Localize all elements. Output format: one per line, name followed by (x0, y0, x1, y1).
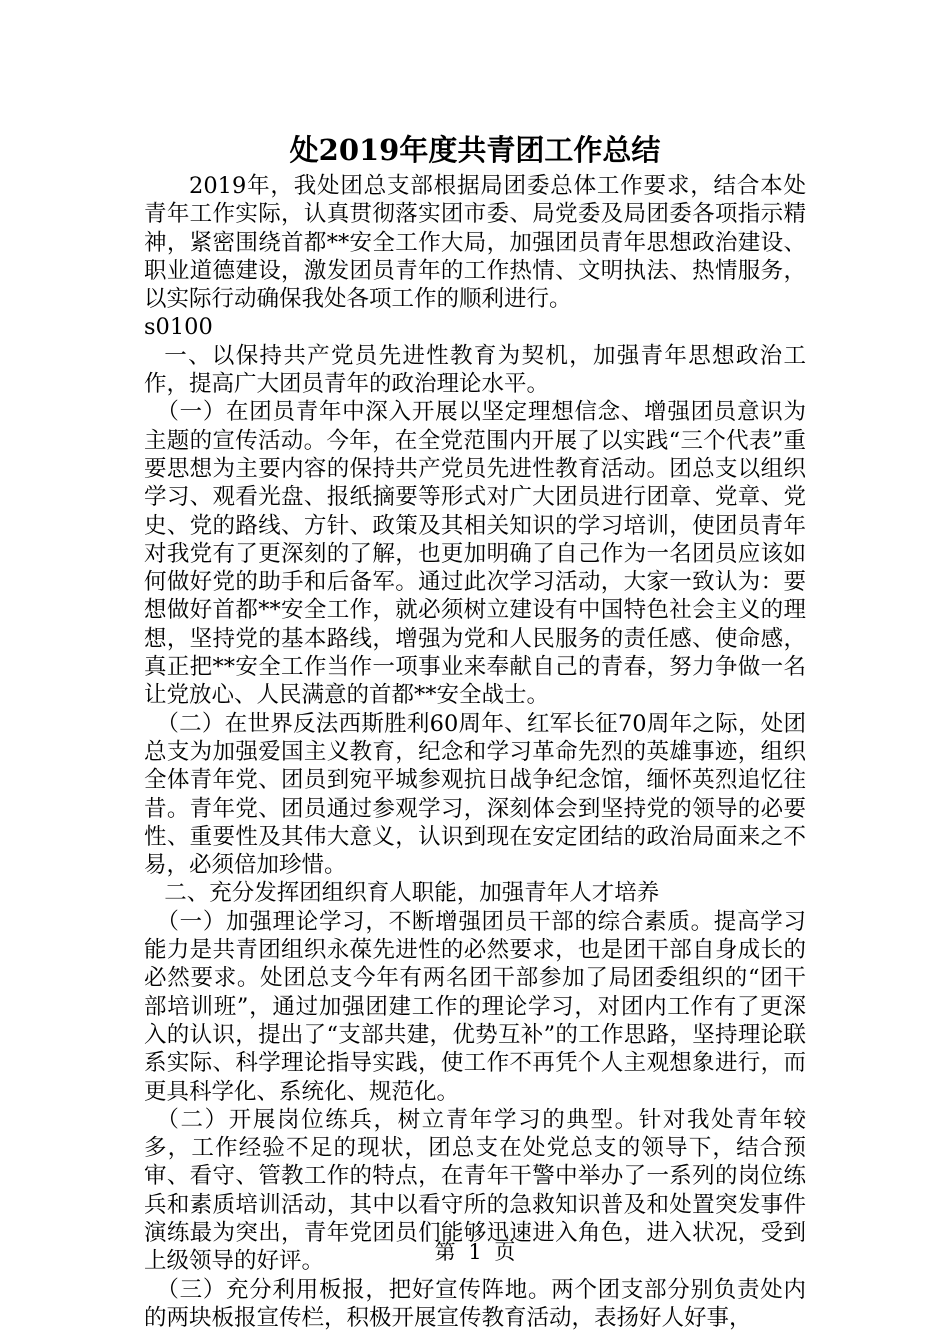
paragraph-1-2: （二）在世界反法西斯胜利60周年、红军长征70周年之际，处团总支为加强爱国主义教育，纪念和学习革命先烈的英雄事迹，组织全体青年党、团员到宛平城参观抗日战争纪念馆，缅怀英烈追忆往昔。青年党、团员通过参观学习，深刻体会到坚持党的领导的必要性、重要性及其伟大意义，认识到现在安定团结的政治局面来之不易，必须倍加珍惜。 (144, 710, 806, 879)
paragraph-2-2: （二）开展岗位练兵，树立青年学习的典型。针对我处青年较多，工作经验不足的现状，团总支在处党总支的领导下，结合预审、看守、管教工作的特点，在青年干警中举办了一系列的岗位练兵和素质培训活动，其中以看守所的急救知识普及和处置突发事件演练最为突出，青年党团员们能够迅速进入角色，进入状况，受到上级领导的好评。 (144, 1106, 806, 1275)
heading-section-2: 二、充分发挥团组织育人职能，加强青年人才培养 (164, 880, 660, 907)
paragraph-code: s0100 (144, 314, 213, 341)
paragraph-2-3: （三）充分利用板报，把好宣传阵地。两个团支部分别负责处内的两块板报宣传栏，积极开展宣传教育活动，表扬好人好事， (144, 1276, 806, 1331)
paragraph-2-1: （一）加强理论学习，不断增强团员干部的综合素质。提高学习能力是共青团组织永葆先进性的必然要求，也是团干部自身成长的必然要求。处团总支今年有两名团干部参加了局团委组织的“团干部培训班”，通过加强团建工作的理论学习，对团内工作有了更深入的认识，提出了“支部共建，优势互补”的工作思路，坚持理论联系实际、科学理论指导实践，使工作不再凭个人主观想象进行，而更具科学化、系统化、规范化。 (144, 908, 806, 1105)
document-title: 处2019年度共青团工作总结 (289, 133, 661, 167)
paragraph-1-1: （一）在团员青年中深入开展以坚定理想信念、增强团员意识为主题的宣传活动。今年，在全党范围内开展了以实践“三个代表”重要思想为主要内容的保持共产党员先进性教育活动。团总支以组织学习、观看光盘、报纸摘要等形式对广大团员进行团章、党章、党史、党的路线、方针、政策及其相关知识的学习培训，使团员青年对我党有了更深刻的了解，也更加明确了自己作为一名团员应该如何做好党的助手和后备军。通过此次学习活动，大家一致认为：要想做好首都**安全工作，就必须树立建设有中国特色社会主义的理想，坚持党的基本路线，增强为党和人民服务的责任感、使命感，真正把**安全工作当作一项事业来奉献自己的青春，努力争做一名让党放心、人民满意的首都**安全战士。 (144, 399, 806, 709)
heading-section-1: 一、以保持共产党员先进性教育为契机，加强青年思想政治工作，提高广大团员青年的政治理论水平。 (144, 342, 806, 398)
page-number: 第 1 页 (434, 1240, 516, 1264)
document-body (144, 172, 806, 1332)
paragraph-intro: 2019年，我处团总支部根据局团委总体工作要求，结合本处青年工作实际，认真贯彻落实团市委、局党委及局团委各项指示精神，紧密围绕首都**安全工作大局，加强团员青年思想政治建设、职业道德建设，激发团员青年的工作热情、文明执法、热情服务，以实际行动确保我处各项工作的顺利进行。 (144, 173, 806, 313)
